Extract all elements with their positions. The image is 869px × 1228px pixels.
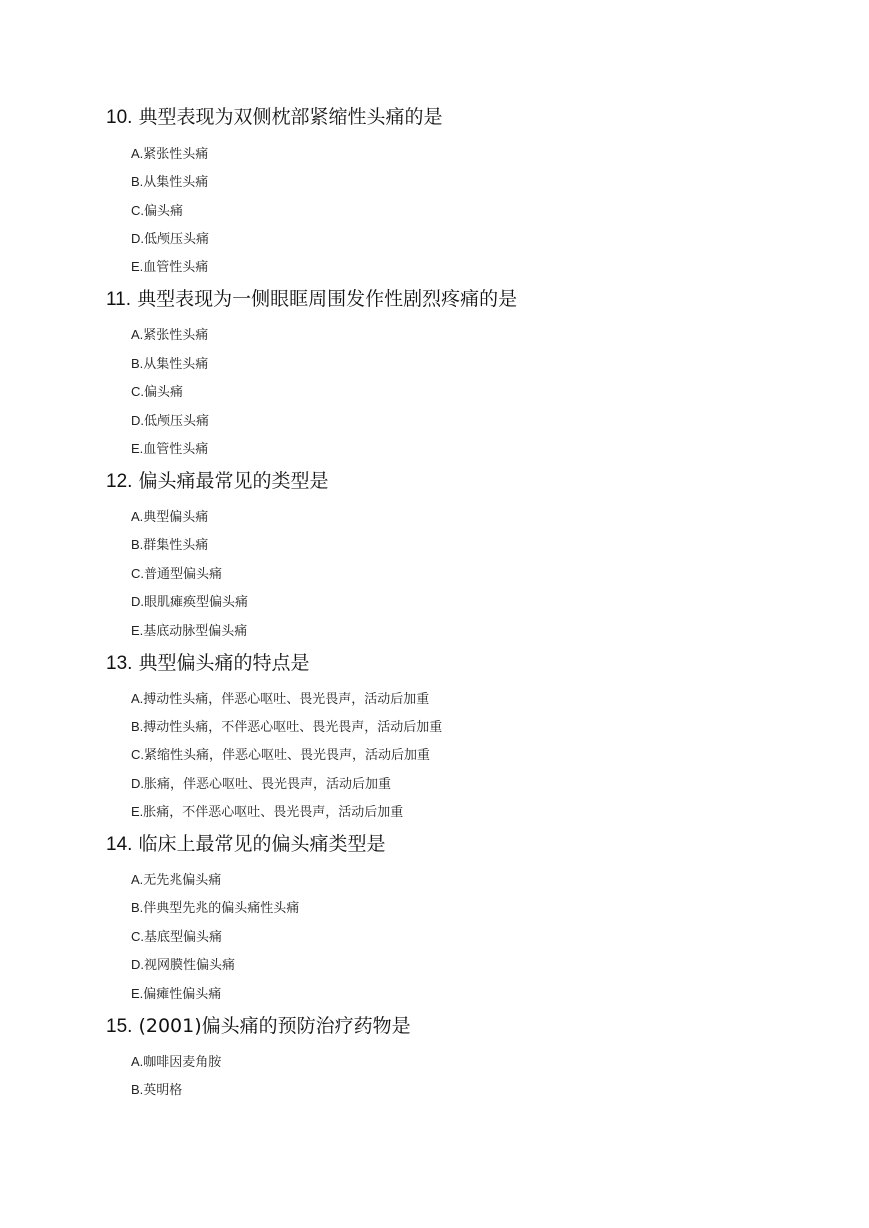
option-letter: D.: [131, 957, 144, 972]
option-text: 胀痛，不伴恶心呕吐、畏光畏声，活动后加重: [143, 805, 404, 820]
option-text: 低颅压头痛: [144, 232, 210, 247]
option-text: 偏头痛: [144, 385, 184, 400]
option-text: 无先兆偏头痛: [143, 873, 222, 888]
option-letter: B.: [131, 356, 144, 371]
option-letter: D.: [131, 776, 144, 791]
question-number: 10.: [106, 107, 133, 128]
option-a: [131, 508, 208, 527]
option-text: 咖啡因麦角胺: [143, 1055, 222, 1070]
option-text: 从集性头痛: [143, 175, 209, 190]
option-b: [131, 1081, 182, 1100]
question-title: [106, 1013, 411, 1040]
option-letter: C.: [131, 566, 144, 581]
option-text: 紧缩性头痛，伴恶心呕吐、畏光畏声，活动后加重: [144, 748, 431, 763]
option-text: 典型偏头痛: [143, 510, 209, 525]
option-letter: C.: [131, 929, 144, 944]
option-letter: E.: [131, 986, 144, 1001]
option-c: [131, 565, 222, 584]
question-text: 典型偏头痛的特点是: [138, 652, 310, 674]
option-text: 偏头痛: [144, 204, 184, 219]
question-title: [106, 650, 309, 677]
question-number: 14.: [106, 834, 133, 855]
option-letter: D.: [131, 594, 144, 609]
option-c: [131, 202, 183, 221]
question-text: 临床上最常见的偏头痛类型是: [138, 833, 386, 855]
option-letter: E.: [131, 441, 144, 456]
option-text: 胀痛，伴恶心呕吐、畏光畏声，活动后加重: [144, 777, 392, 792]
option-text: 眼肌瘫痪型偏头痛: [144, 595, 249, 610]
option-text: 普通型偏头痛: [144, 567, 223, 582]
option-d: [131, 412, 209, 431]
option-e: [131, 803, 403, 822]
option-a: [131, 1053, 221, 1072]
question-text: 典型表现为双侧枕部紧缩性头痛的是: [138, 106, 443, 128]
option-letter: D.: [131, 231, 144, 246]
option-text: 紧张性头痛: [143, 328, 209, 343]
option-c: [131, 383, 183, 402]
option-letter: C.: [131, 384, 144, 399]
option-letter: B.: [131, 174, 144, 189]
option-d: [131, 956, 235, 975]
option-text: 搏动性头痛，伴恶心呕吐、畏光畏声，活动后加重: [143, 692, 430, 707]
option-text: 血管性头痛: [143, 260, 209, 275]
question-title: [106, 286, 517, 313]
option-text: 搏动性头痛，不伴恶心呕吐、畏光畏声，活动后加重: [143, 720, 443, 735]
option-letter: E.: [131, 623, 144, 638]
question-title: [106, 468, 328, 495]
option-c: [131, 928, 222, 947]
option-text: 视网膜性偏头痛: [144, 958, 236, 973]
option-text: 英明格: [143, 1083, 183, 1098]
question-number: 15.: [106, 1016, 133, 1037]
option-b: [131, 718, 442, 737]
option-b: [131, 173, 208, 192]
option-e: [131, 258, 208, 277]
option-letter: B.: [131, 900, 144, 915]
option-letter: A.: [131, 872, 144, 887]
option-letter: C.: [131, 203, 144, 218]
option-letter: B.: [131, 719, 144, 734]
option-text: 从集性头痛: [143, 357, 209, 372]
option-text: 伴典型先兆的偏头痛性头痛: [143, 901, 300, 916]
option-d: [131, 230, 209, 249]
option-text: 偏瘫性偏头痛: [143, 987, 222, 1002]
option-e: [131, 985, 221, 1004]
option-a: [131, 326, 208, 345]
option-b: [131, 355, 208, 374]
question-text: 偏头痛最常见的类型是: [138, 470, 329, 492]
option-letter: A.: [131, 146, 144, 161]
option-letter: B.: [131, 1082, 144, 1097]
question-text: (2001)偏头痛的预防治疗药物是: [138, 1015, 411, 1037]
option-text: 基底型偏头痛: [144, 930, 223, 945]
option-e: [131, 622, 247, 641]
option-b: [131, 899, 299, 918]
question-title: [106, 104, 442, 131]
option-a: [131, 871, 221, 890]
question-title: [106, 831, 385, 858]
option-text: 基底动脉型偏头痛: [143, 624, 248, 639]
option-letter: B.: [131, 537, 144, 552]
option-e: [131, 440, 208, 459]
option-text: 血管性头痛: [143, 442, 209, 457]
option-d: [131, 775, 391, 794]
option-d: [131, 593, 248, 612]
option-letter: A.: [131, 691, 144, 706]
option-letter: D.: [131, 413, 144, 428]
question-text: 典型表现为一侧眼眶周围发作性剧烈疼痛的是: [137, 288, 518, 310]
option-text: 低颅压头痛: [144, 414, 210, 429]
question-number: 13.: [106, 653, 133, 674]
option-a: [131, 145, 208, 164]
question-number: 12.: [106, 471, 133, 492]
option-c: [131, 746, 430, 765]
option-letter: C.: [131, 747, 144, 762]
option-text: 紧张性头痛: [143, 147, 209, 162]
option-letter: A.: [131, 327, 144, 342]
option-b: [131, 536, 208, 555]
option-letter: A.: [131, 1054, 144, 1069]
option-text: 群集性头痛: [143, 538, 209, 553]
question-number: 11.: [106, 289, 132, 310]
option-letter: E.: [131, 804, 144, 819]
option-a: [131, 690, 429, 709]
option-letter: E.: [131, 259, 144, 274]
option-letter: A.: [131, 509, 144, 524]
